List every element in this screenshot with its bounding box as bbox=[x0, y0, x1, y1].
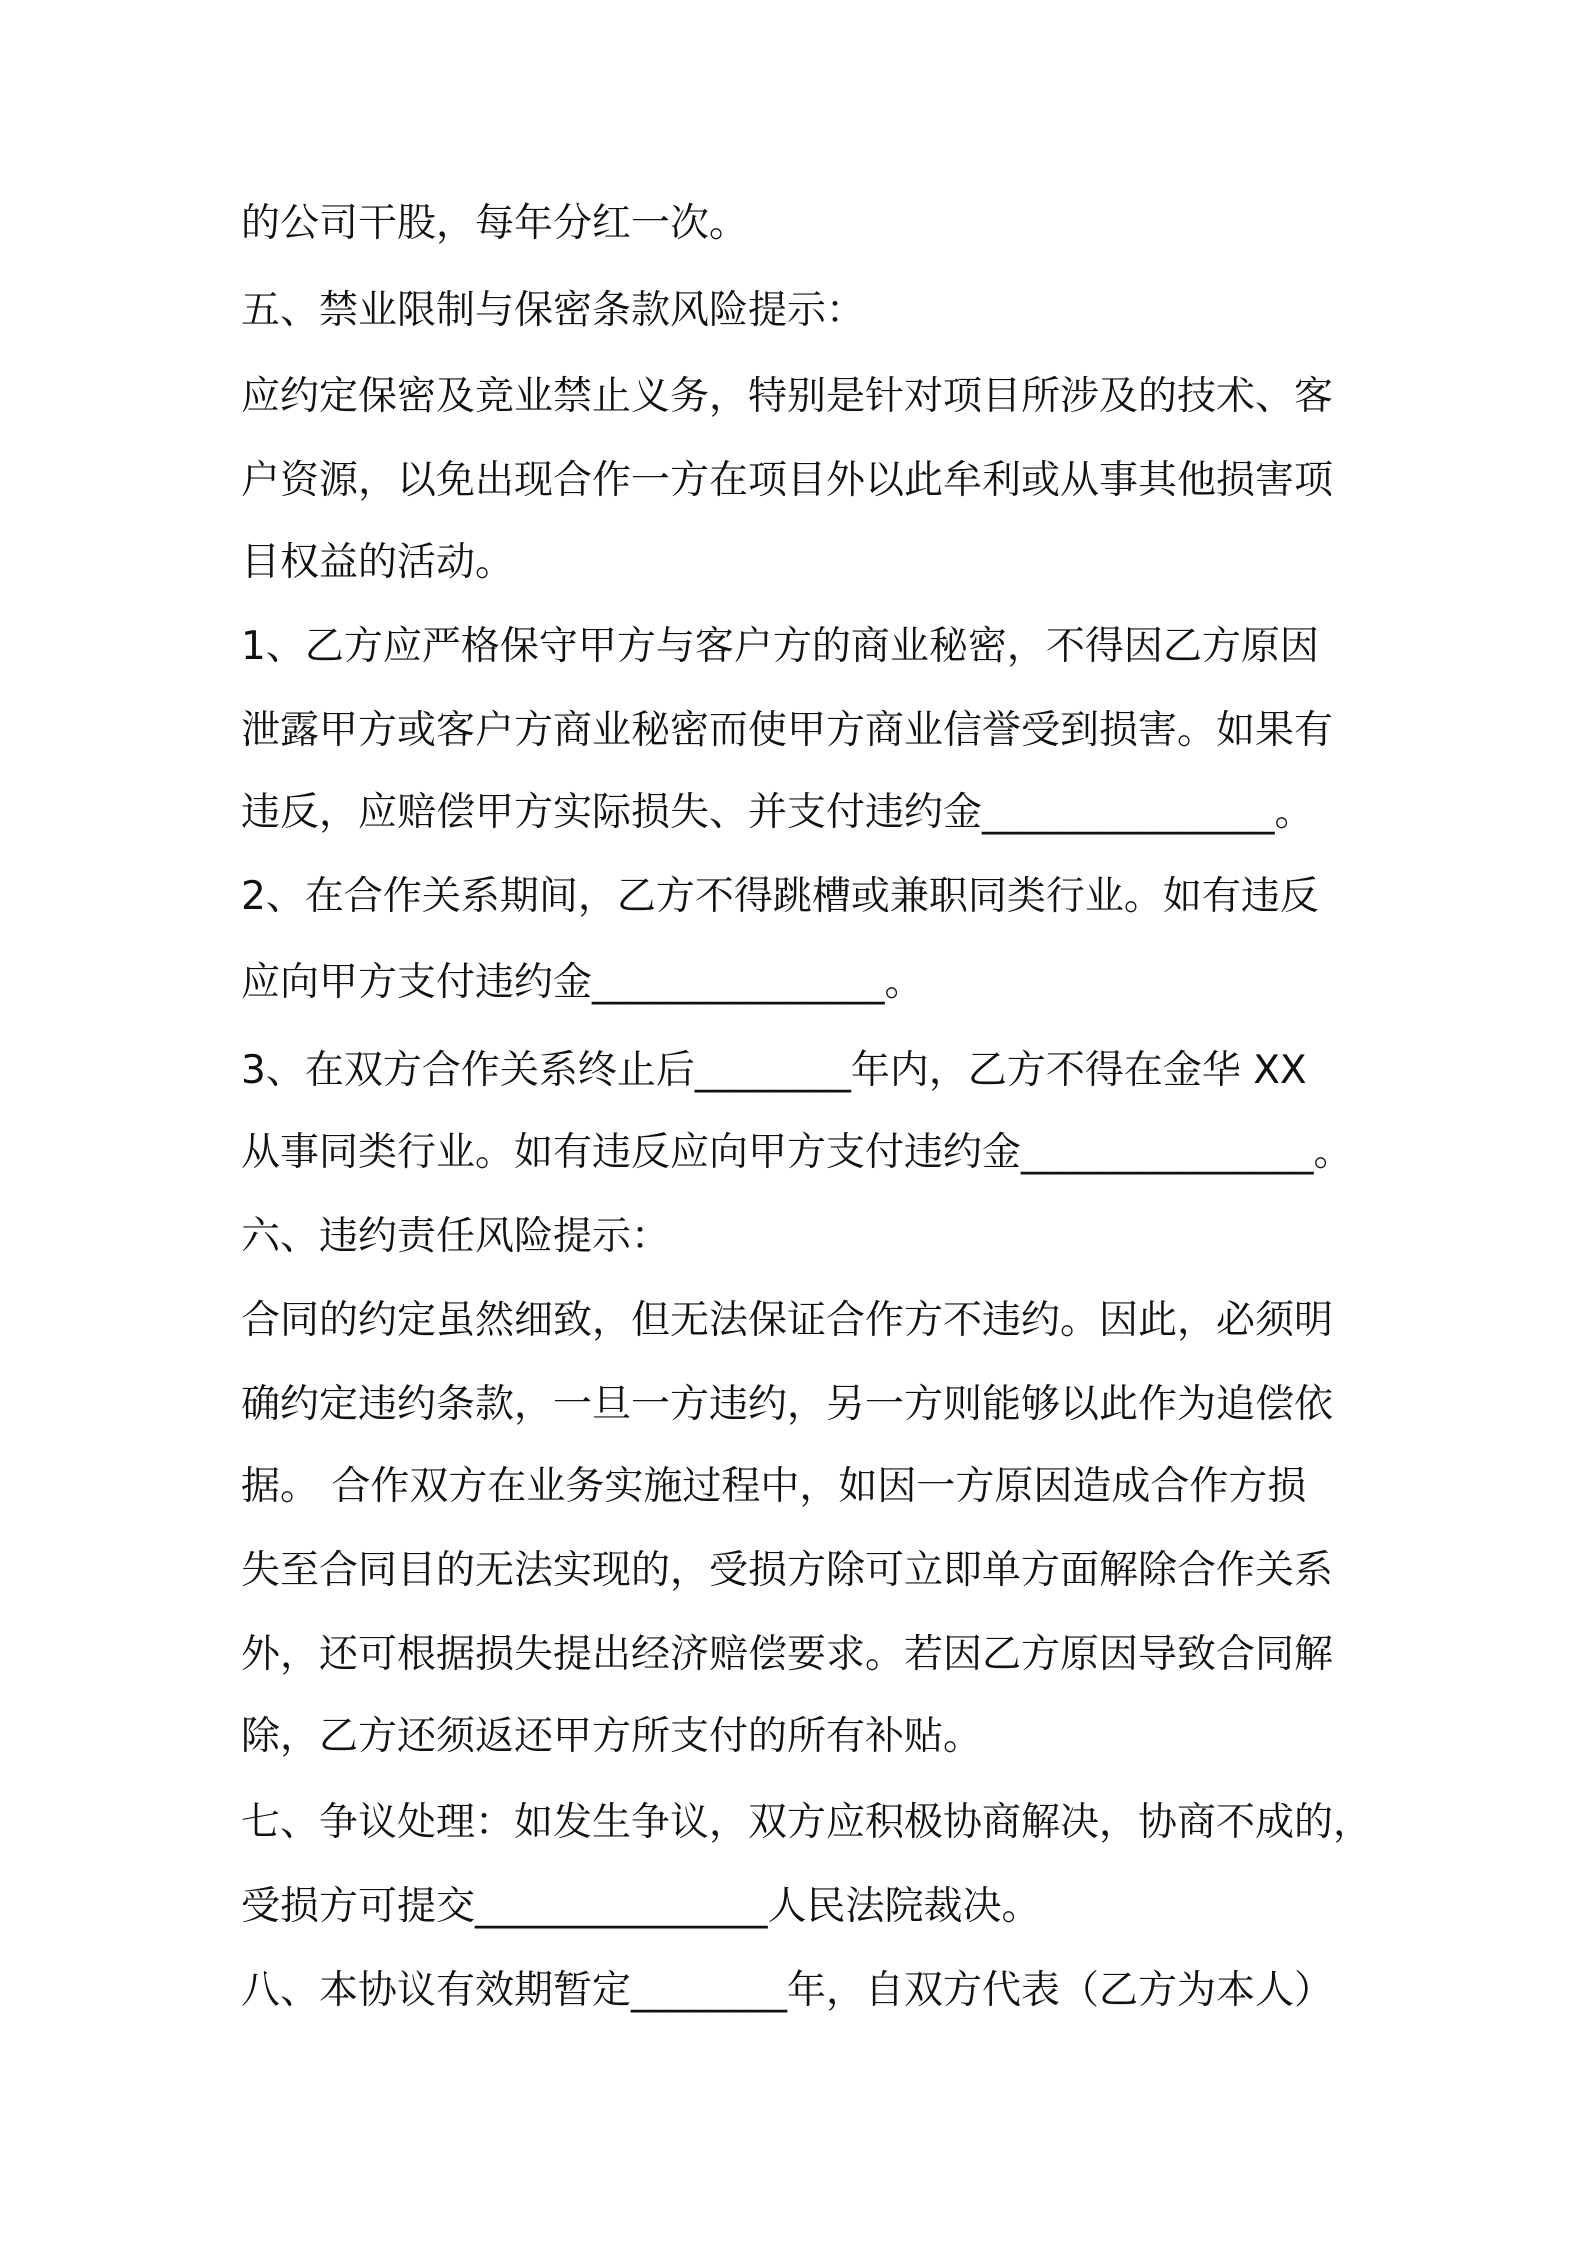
text-line-21: 受损方可提交_______________人民法院裁决。 bbox=[241, 1884, 1041, 1929]
clause-3-line-2: 从事同类行业。如有违反应向甲方支付违约金_______________。 bbox=[241, 1130, 1353, 1175]
section-heading-8: 八、本协议有效期暂定________年，自双方代表（乙方为本人） bbox=[241, 1968, 1334, 2013]
clause-1-line-2: 泄露甲方或客户方商业秘密而使甲方商业信誉受到损害。如果有 bbox=[241, 708, 1334, 753]
text-line-17: 失至合同目的无法实现的，受损方除可立即单方面解除合作关系 bbox=[241, 1548, 1334, 1593]
clause-2-line-2: 应向甲方支付违约金_______________。 bbox=[241, 960, 924, 1005]
text-line-18: 外，还可根据损失提出经济赔偿要求。若因乙方原因导致合同解 bbox=[241, 1632, 1334, 1677]
text-line-15: 确约定违约条款，一旦一方违约，另一方则能够以此作为追偿依 bbox=[241, 1382, 1334, 1427]
text-line-16: 据。 合作双方在业务实施过程中，如因一方原因造成合作方损 bbox=[241, 1464, 1307, 1509]
text-line-19: 除，乙方还须返还甲方所支付的所有补贴。 bbox=[241, 1714, 983, 1759]
clause-2-line-1: 2、在合作关系期间，乙方不得跳槽或兼职同类行业。如有违反 bbox=[241, 874, 1319, 919]
clause-1-line-1: 1、乙方应严格保守甲方与客户方的商业秘密，不得因乙方原因 bbox=[241, 624, 1319, 669]
clause-3-line-1: 3、在双方合作关系终止后________年内，乙方不得在金华 XX bbox=[241, 1048, 1307, 1093]
text-line-1: 的公司干股，每年分红一次。 bbox=[241, 201, 749, 246]
text-line-14: 合同的约定虽然细致，但无法保证合作方不违约。因此，必须明 bbox=[241, 1298, 1334, 1343]
text-line-3: 应约定保密及竞业禁止义务，特别是针对项目所涉及的技术、客 bbox=[241, 374, 1334, 419]
section-heading-6: 六、违约责任风险提示： bbox=[241, 1214, 671, 1259]
section-heading-7: 七、争议处理：如发生争议，双方应积极协商解决，协商不成的， bbox=[241, 1800, 1373, 1845]
text-line-4: 户资源，以免出现合作一方在项目外以此牟利或从事其他损害项 bbox=[241, 458, 1334, 503]
clause-1-line-3: 违反，应赔偿甲方实际损失、并支付违约金_______________。 bbox=[241, 790, 1314, 835]
section-heading-5: 五、禁业限制与保密条款风险提示： bbox=[241, 288, 866, 333]
text-line-5: 目权益的活动。 bbox=[241, 540, 515, 585]
